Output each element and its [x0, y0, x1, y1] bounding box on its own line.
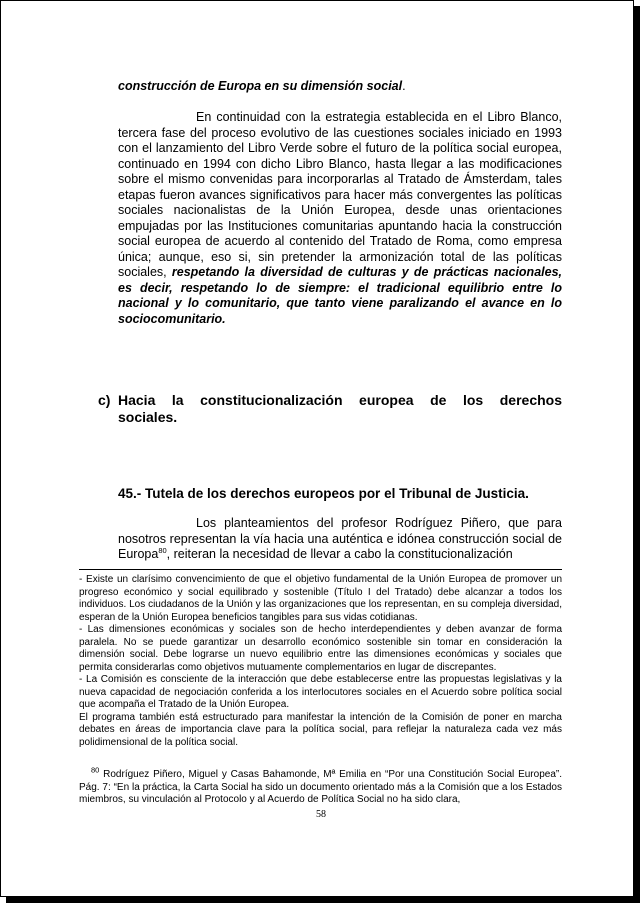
section-heading-c	[98, 392, 562, 426]
paragraph-rodriguez: Los planteamientos del profesor Rodríguez Piñero, que para nosotros representan la vía hacia una auténtica e idónea construcción social de Europa$^{80}$, reiteran la necesidad de llevar a cabo la constitucionalización	[118, 516, 562, 561]
paragraph-continuity	[118, 110, 562, 327]
footnote-continuation	[79, 574, 562, 749]
footnote-80	[79, 765, 562, 807]
footnote-text: Rodríguez Piñero, Miguel y Casas Bahamonde, Mª Emilia en “Por una Constitución Social Europea”. Pág. 7: “En la práctica, la Carta Social ha sido un documento orientado más a la Comisión que a los Estados miembros, su vinculación al Protocolo y al Acuerdo de Política Social no ha sido clara,	[79, 769, 562, 805]
paragraph-plain-text: En continuidad con la estrategia establecida en el Libro Blanco, tercera fase del proceso evolutivo de las cuestiones sociales iniciado en 1993 con el lanzamiento del Libro Verde sobre el futuro de la política social europea, continuado en 1994 con dicho Libro Blanco, hasta llegar a las modificaciones sobre el mismo convenidas para incorporarlas al Tratado de Ámsterdam, tales etapas fueron avances significativos para hacer más convergentes las políticas sociales nacionalistas de la Unión Europea, desde unas orientaciones empujadas por las Instituciones comunitarias apuntando hacia la construcción social europea de acuerdo al contenido del Tratado de Roma, como empresa única; aunque, eso si, sin pretender la armonización total de las políticas sociales,	[118, 110, 562, 279]
footnote-ref-80[interactable]: 80	[158, 545, 167, 555]
paragraph-opening: construcción de Europa en su dimensión social.	[118, 79, 406, 93]
footnote-bullet: - La Comisión es consciente de la interacción que debe establecerse entre las propuestas legislativas y la nueva capacidad de negociación conferida a los interlocutores sociales en el Acuerdo sobre política social que acompaña el Tratado de la Unión Europea.	[79, 674, 562, 710]
page-shadow-right	[634, 6, 640, 903]
footnote-bullet: - Las dimensiones económicas y sociales son de hecho interdependientes y deben avanzar de forma paralela. No se puede garantizar un desarrollo económico sostenible sin tomar en consideración la dimensión social. Debe lograrse un nuevo equilibrio entre las dimensiones económicas y sociales que permita considerarlas como objetivos mutuamente complementarios en lugar de discrepantes.	[79, 624, 562, 673]
footnote-bullet: - Existe un clarísimo convencimiento de que el objetivo fundamental de la Unión Europea de promover un progreso económico y social equilibrado y sostenible (Título I del Tratado) debe alcanzar a todos los individuos. Los ciudadanos de la Unión y las organizaciones que los representan, en su compleja diversidad, esperan de la Unión Europea beneficios tangibles para sus vidas cotidianas.	[79, 574, 562, 623]
footnote-separator	[79, 569, 562, 570]
footnote-bullet: El programa también está estructurado para manifestar la intención de la Comisión de poner en marcha debates en áreas de importancia clave para la política social, para reflejar la naturaleza cada vez más polidimensional de la política social.	[79, 711, 562, 748]
section-title: Hacia la constitucionalización europea de los derechos sociales.	[118, 392, 562, 425]
emphasis-text: construcción de Europa en su dimensión social	[118, 79, 403, 93]
footnote-number: 80	[91, 765, 100, 775]
emphasis-text: respetando la diversidad de culturas y de prácticas nacionales, es decir, respetando lo de siempre: el tradicional equilibrio entre lo nacional y lo comunitario, que tanto viene paralizando el avance en lo sociocomunitario.	[118, 265, 562, 326]
page-number: 58	[316, 809, 326, 820]
page-shadow-bottom	[6, 897, 640, 903]
section-heading-45: 45.- Tutela de los derechos europeos por el Tribunal de Justicia.	[118, 486, 529, 501]
section-letter: c)	[98, 392, 111, 408]
